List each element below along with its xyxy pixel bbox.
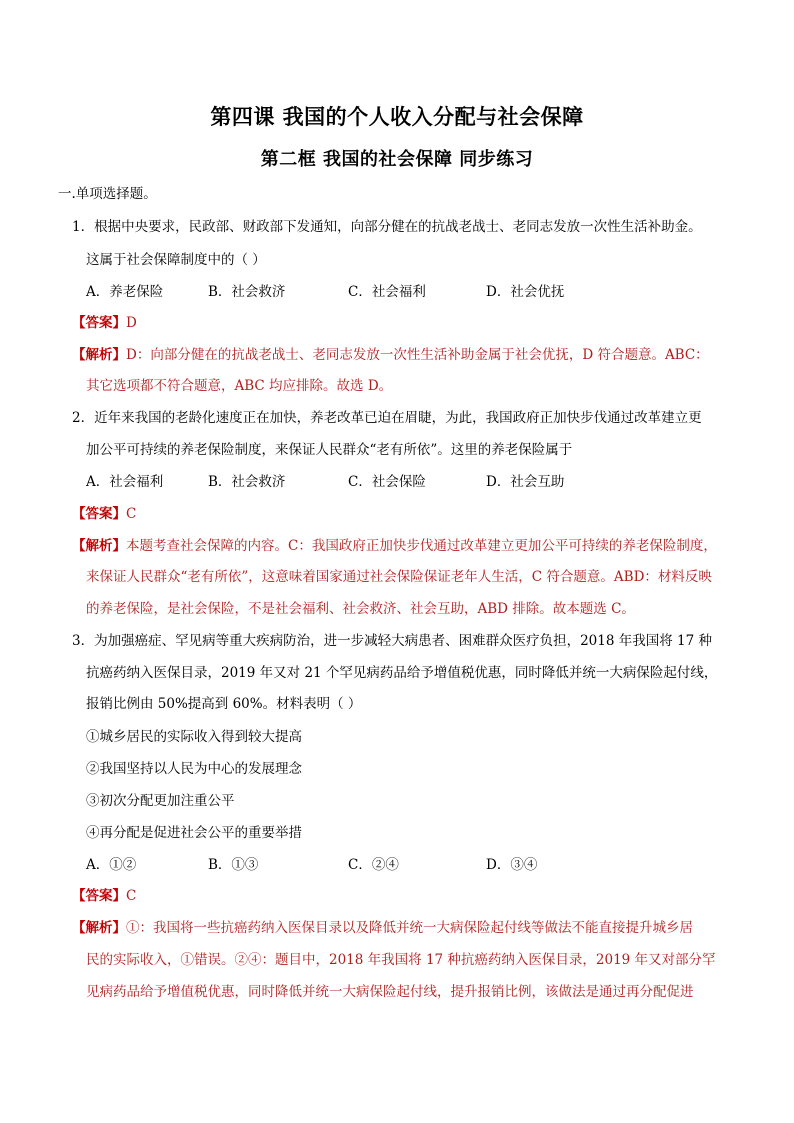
q3-stem-line2: 抗癌药纳入医保目录，2019 年又对 21 个罕见病药品给予增值税优惠，同时降低并统一大病保险起付线， — [86, 665, 718, 681]
q2-stem-line2: 加公平可持续的养老保险制度，来保证人民群众“老有所依”。这里的养老保险属于 — [86, 442, 573, 458]
q3-option-b: B．①③ — [208, 857, 259, 873]
q2-option-d: D．社会互助 — [486, 474, 565, 490]
analysis-tag: 【解析】 — [72, 538, 126, 554]
q1-analysis-text1: D：向部分健在的抗战老战士、老同志发放一次性生活补助金属于社会优抚，D 符合题意。ABC： — [126, 347, 709, 363]
q1-analysis-line2: 其它选项都不符合题意，ABC 均应排除。故选 D。 — [86, 378, 393, 394]
section-heading: 一.单项选择题。 — [58, 186, 157, 202]
q3-analysis-line1 — [72, 918, 693, 938]
q3-analysis-text1: ①：我国将一些抗癌药纳入医保目录以及降低并统一大病保险起付线等做法不能直接提升城乡居 — [126, 920, 693, 936]
q3-item-1: ①城乡居民的实际收入得到较大提高 — [86, 729, 302, 745]
q3-answer — [72, 886, 136, 906]
q3-item-3: ③初次分配更加注重公平 — [86, 793, 235, 809]
q3-option-d: D．③④ — [486, 857, 538, 873]
q3-analysis-line2: 民的实际收入，①错误。②④：题目中，2018 年我国将 17 种抗癌药纳入医保目录，2019 年又对部分罕 — [86, 952, 716, 968]
q1-option-c: C．社会福利 — [348, 284, 426, 300]
q1-option-a: A．养老保险 — [86, 284, 164, 300]
q1-answer-value: D — [126, 315, 137, 331]
q2-analysis-line1 — [72, 536, 717, 556]
q2-analysis-line2: 来保证人民群众“老有所依”，这意味着国家通过社会保险保证老年人生活，C 符合题意。ABD：材料反映 — [86, 569, 712, 585]
q3-stem-line3: 报销比例由 50%提高到 60%。材料表明（ ） — [86, 696, 362, 712]
q1-option-b: B．社会救济 — [208, 284, 286, 300]
answer-tag: 【答案】 — [72, 315, 126, 331]
q3-item-4: ④再分配是促进社会公平的重要举措 — [86, 825, 302, 841]
q3-option-a: A．①② — [86, 857, 137, 873]
page-title: 第四课 我国的个人收入分配与社会保障 — [210, 104, 584, 129]
q1-answer — [72, 313, 137, 333]
q2-stem-line1: 2．近年来我国的老龄化速度正在加快，养老改革已迫在眉睫，为此，我国政府正加快步伐通过改革建立更 — [72, 410, 702, 426]
q2-analysis-text1: 本题考查社会保障的内容。C：我国政府正加快步伐通过改革建立更加公平可持续的养老保险制度， — [126, 538, 717, 554]
q2-answer-value: C — [126, 506, 137, 522]
q2-answer — [72, 504, 136, 524]
q1-stem-line1: 1．根据中央要求，民政部、财政部下发通知，向部分健在的抗战老战士、老同志发放一次性生活补助金。 — [72, 219, 702, 235]
answer-tag: 【答案】 — [72, 888, 126, 904]
q3-stem-line1: 3．为加强癌症、罕见病等重大疾病防治，进一步减轻大病患者、困难群众医疗负担，2018 年我国将 17 种 — [72, 633, 712, 649]
q3-option-c: C．②④ — [348, 857, 399, 873]
q3-answer-value: C — [126, 888, 137, 904]
q2-option-b: B．社会救济 — [208, 474, 286, 490]
page-subtitle: 第二框 我国的社会保障 同步练习 — [260, 149, 534, 170]
analysis-tag: 【解析】 — [72, 920, 126, 936]
q3-item-2: ②我国坚持以人民为中心的发展理念 — [86, 761, 302, 777]
q2-analysis-line3: 的养老保险，是社会保险，不是社会福利、社会救济、社会互助，ABD 排除。故本题选 C。 — [86, 601, 635, 617]
q3-analysis-line3: 见病药品给予增值税优惠，同时降低并统一大病保险起付线，提升报销比例，该做法是通过再分配促进 — [86, 984, 694, 1000]
q2-option-c: C．社会保险 — [348, 474, 426, 490]
q2-option-a: A．社会福利 — [86, 474, 164, 490]
q1-analysis-line1 — [72, 345, 709, 365]
q1-option-d: D．社会优抚 — [486, 284, 565, 300]
answer-tag: 【答案】 — [72, 506, 126, 522]
analysis-tag: 【解析】 — [72, 347, 126, 363]
q1-stem-line2: 这属于社会保障制度中的（ ） — [86, 252, 266, 268]
